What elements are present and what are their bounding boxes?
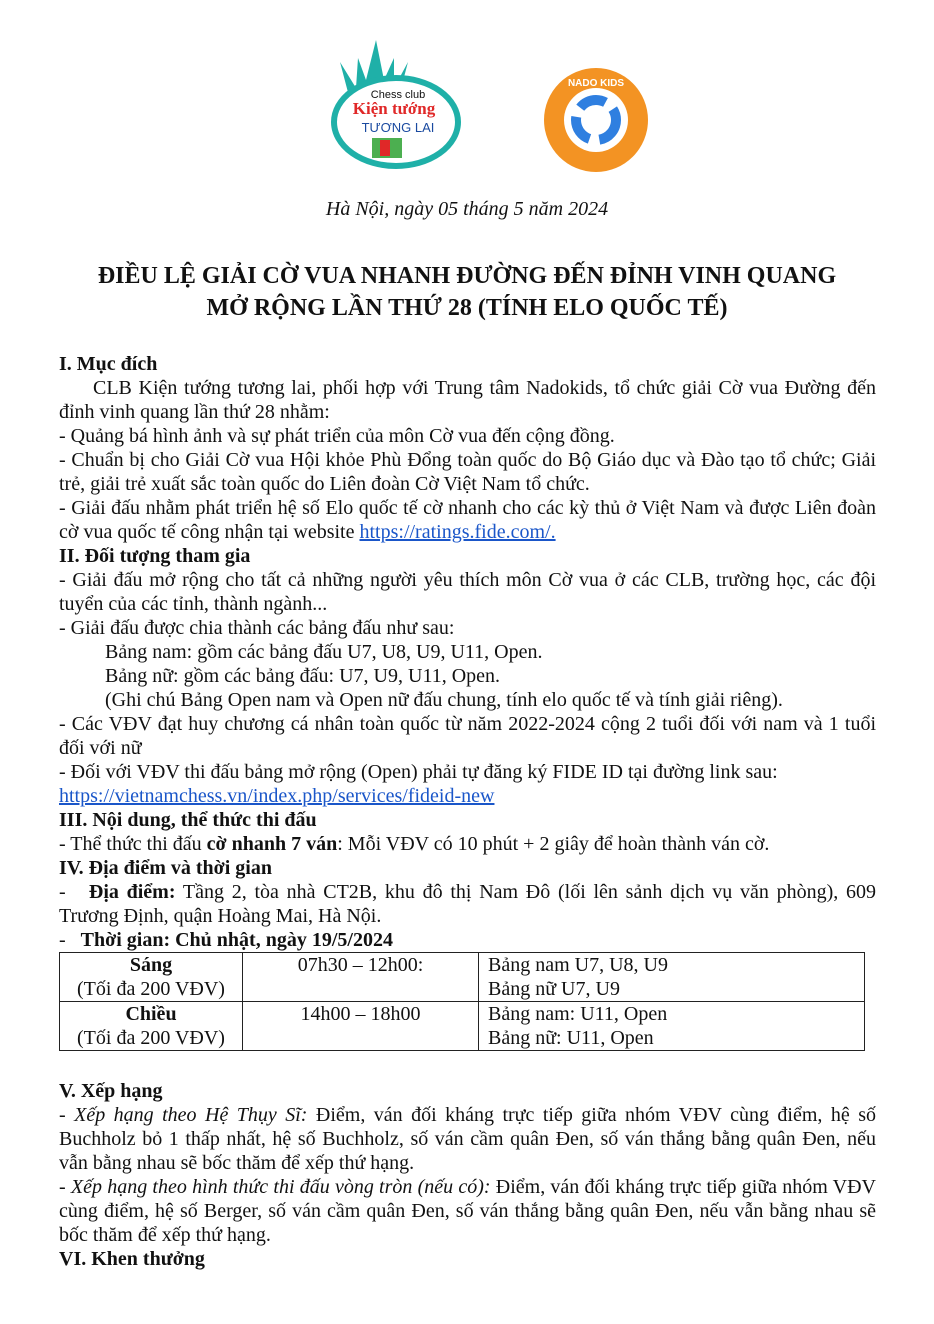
text: Tầng 2, tòa nhà CT2B, khu đô thị Nam Đô (lối lên sảnh dịch vụ văn phòng), 609 Trương Định, quận Hoàng Mai, Hà Nội. (59, 881, 876, 927)
svg-text:Kiện tướng: Kiện tướng (352, 99, 436, 118)
paragraph: - Các VĐV đạt huy chương cá nhân toàn quốc từ năm 2022-2024 cộng 2 tuổi đối với nam và 1 tuổi đối với nữ (59, 713, 876, 759)
paragraph: Bảng nam: gồm các bảng đấu U7, U8, U9, U11, Open. (105, 641, 543, 663)
session-name: Sáng (129, 954, 173, 976)
section-heading: IV. Địa điểm và thời gian (59, 857, 272, 879)
document-title (40, 260, 894, 324)
session-capacity: (Tối đa 200 VĐV) (77, 978, 225, 1000)
paragraph: - Đối với VĐV thi đấu bảng mở rộng (Open) phải tự đăng ký FIDE ID tại đường link sau: (59, 761, 778, 783)
text: cờ nhanh 7 ván (206, 833, 338, 855)
text: Thời gian: Chủ nhật, ngày 19/5/2024 (80, 929, 393, 951)
groups-cell (479, 1002, 865, 1051)
table-row (60, 1002, 865, 1051)
nado-kids-club-logo (542, 66, 650, 174)
paragraph: - Giải đấu được chia thành các bảng đấu như sau: (59, 617, 455, 639)
text: - Xếp hạng theo hình thức thi đấu vòng tròn (nếu có): (59, 1176, 491, 1198)
paragraph: - Chuẩn bị cho Giải Cờ vua Hội khỏe Phù Đổng toàn quốc do Bộ Giáo dục và Đào tạo tổ chức; Giải trẻ, giải trẻ xuất sắc toàn quốc do Liên đoàn Cờ Việt Nam tổ chức. (59, 449, 876, 495)
document-date: Hà Nội, ngày 05 tháng 5 năm 2024 (325, 198, 609, 220)
svg-text:Chess club: Chess club (370, 89, 426, 101)
svg-text:NADO KIDS: NADO KIDS (567, 78, 625, 89)
svg-text:TƯƠNG LAI: TƯƠNG LAI (361, 120, 435, 135)
section-heading: III. Nội dung, thể thức thi đấu (59, 809, 317, 831)
group: Bảng nam U7, U8, U9 (488, 954, 668, 976)
paragraph (59, 496, 876, 544)
text: - Thể thức thi đấu (59, 833, 207, 855)
session-capacity: (Tối đa 200 VĐV) (77, 1027, 225, 1049)
spacer (59, 1051, 876, 1079)
paragraph (59, 832, 876, 856)
title-line-1: ĐIỀU LỆ GIẢI CỜ VUA NHANH ĐƯỜNG ĐẾN ĐỈNH VINH QUANG (97, 263, 837, 289)
paragraph (59, 1103, 876, 1175)
groups-cell (479, 953, 865, 1002)
fide-id-link[interactable]: https://vietnamchess.vn/index.php/services/fideid-new (59, 785, 495, 807)
session-cell (60, 953, 243, 1002)
text: - Giải đấu nhằm phát triển hệ số Elo quốc tế cờ nhanh cho các kỳ thủ ở Việt Nam và được Liên đoàn cờ vua quốc tế công nhận tại website (59, 497, 876, 543)
paragraph: - Giải đấu mở rộng cho tất cả những người yêu thích môn Cờ vua ở các CLB, trường học, các đội tuyển của các tỉnh, thành ngành... (59, 569, 876, 615)
document-body (59, 352, 876, 1271)
paragraph: - Địa điểm: Tầng 2, tòa nhà CT2B, khu đô thị Nam Đô (lối lên sảnh dịch vụ văn phòng), 609 Trương Định, quận Hoàng Mai, Hà Nội. (59, 881, 876, 927)
paragraph (59, 784, 876, 808)
group: Bảng nữ: U11, Open (488, 1027, 654, 1049)
group: Bảng nữ U7, U9 (488, 978, 620, 1000)
table-row (60, 953, 865, 1002)
fide-ratings-link[interactable]: https://ratings.fide.com/. (359, 521, 556, 543)
kien-tuong-tuong-lai-logo (328, 40, 462, 172)
text: Địa điểm: (88, 881, 176, 903)
text: - Xếp hạng theo Hệ Thụy Sĩ: (59, 1104, 308, 1126)
time-cell: 14h00 – 18h00 (243, 1002, 479, 1051)
paragraph: Bảng nữ: gồm các bảng đấu: U7, U9, U11, Open. (105, 665, 501, 687)
session-name: Chiều (125, 1003, 177, 1025)
schedule-table (59, 952, 865, 1051)
section-heading: VI. Khen thưởng (59, 1248, 205, 1270)
group: Bảng nam: U11, Open (488, 1003, 668, 1025)
section-heading: I. Mục đích (59, 353, 158, 375)
section-heading: V. Xếp hạng (59, 1080, 163, 1102)
paragraph: (Ghi chú Bảng Open nam và Open nữ đấu chung, tính elo quốc tế và tính giải riêng). (105, 689, 783, 711)
text: Điểm, ván đối kháng trực tiếp giữa nhóm VĐV cùng điểm, hệ số Buchholz bỏ 1 thấp nhất, hệ số Buchholz, số ván cầm quân Đen, số ván thắng bằng quân Đen, nếu vẫn bằng nhau sẽ bốc thăm để xếp thứ hạng. (59, 1104, 876, 1174)
paragraph: - Quảng bá hình ảnh và sự phát triển của môn Cờ vua đến cộng đồng. (59, 425, 615, 447)
paragraph: CLB Kiện tướng tương lai, phối hợp với Trung tâm Nadokids, tổ chức giải Cờ vua Đường đến đỉnh vinh quang lần thứ 28 nhằm: (59, 377, 876, 423)
section-heading: II. Đối tượng tham gia (59, 545, 251, 567)
paragraph: - Thời gian: Chủ nhật, ngày 19/5/2024 (59, 929, 393, 951)
paragraph (59, 1175, 876, 1247)
session-cell (60, 1002, 243, 1051)
text: Điểm, ván đối kháng trực tiếp giữa nhóm VĐV cùng điểm, hệ số Berger, số ván cầm quân Đen, số ván thắng bằng quân Đen, nếu vẫn bằng nhau sẽ bốc thăm để xếp thứ hạng. (59, 1176, 876, 1246)
time-cell: 07h30 – 12h00: (243, 953, 479, 1002)
title-line-2: MỞ RỘNG LẦN THỨ 28 (TÍNH ELO QUỐC TẾ) (206, 295, 728, 321)
text: : Mỗi VĐV có 10 phút + 2 giây để hoàn thành ván cờ. (337, 833, 770, 855)
